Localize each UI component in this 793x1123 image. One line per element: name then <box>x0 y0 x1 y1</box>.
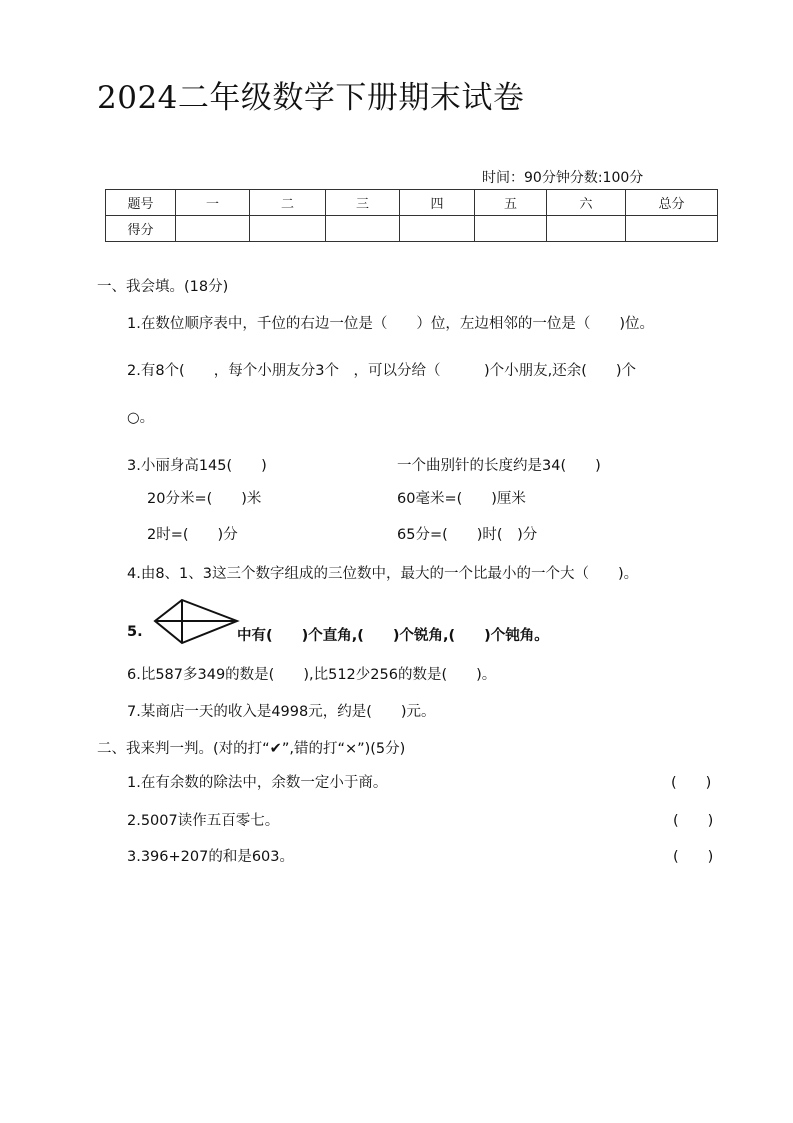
score-header-cell: 一 <box>176 190 250 216</box>
question-1-4: 4.由8、1、3这三个数字组成的三位数中，最大的一个比最小的一个大（ )。 <box>127 566 639 582</box>
judge-answer-2[interactable]: ( ) <box>673 813 714 829</box>
judge-item-3: 3.396+207的和是603。 <box>127 849 295 865</box>
question-1-2-continuation: ○。 <box>127 410 155 426</box>
question-1-5: 中有( )个直角,( )个锐角,( )个钝角。 <box>237 628 549 644</box>
score-header-cell: 二 <box>250 190 326 216</box>
score-cell[interactable] <box>475 216 547 242</box>
judge-item-2: 2.5007读作五百零七。 <box>127 813 280 829</box>
score-header-cell: 三 <box>326 190 400 216</box>
score-cell[interactable] <box>176 216 250 242</box>
judge-answer-1[interactable]: ( ) <box>671 775 712 791</box>
section1-heading: 一、我会填。(18分) <box>97 279 229 295</box>
score-header-cell: 四 <box>400 190 475 216</box>
question-1-5-number: 5. <box>127 624 143 640</box>
score-cell[interactable] <box>547 216 626 242</box>
question-1-6: 6.比587多349的数是( ),比512少256的数是( )。 <box>127 667 497 683</box>
score-header-cell: 六 <box>547 190 626 216</box>
question-1-7: 7.某商店一天的收入是4998元，约是( )元。 <box>127 704 436 720</box>
question-1-3-minutes: 65分=( )时( )分 <box>397 527 538 543</box>
exam-meta: 时间：90分钟分数:100分 <box>482 170 644 186</box>
question-1-3-paperclip: 一个曲别针的长度约是34( ) <box>397 458 601 474</box>
score-cell[interactable] <box>326 216 400 242</box>
page-title: 2024二年级数学下册期末试卷 <box>97 80 525 116</box>
judge-item-1: 1.在有余数的除法中，余数一定小于商。 <box>127 775 388 791</box>
question-1-3-decimeter: 20分米=( )米 <box>147 491 262 507</box>
score-cell[interactable] <box>400 216 475 242</box>
question-1-1: 1.在数位顺序表中，千位的右边一位是（ ）位，左边相邻的一位是（ )位。 <box>127 316 654 332</box>
score-cell[interactable] <box>626 216 718 242</box>
question-1-3-height: 3.小丽身高145( ) <box>127 458 267 474</box>
judge-answer-3[interactable]: ( ) <box>673 849 714 865</box>
score-header-cell: 题号 <box>106 190 176 216</box>
question-1-2: 2.有8个( ，每个小朋友分3个 ，可以分给（ )个小朋友,还余( )个 <box>127 363 637 379</box>
score-row-label: 得分 <box>106 216 176 242</box>
score-header-cell: 总分 <box>626 190 718 216</box>
question-1-3-millimeter: 60毫米=( )厘米 <box>397 491 526 507</box>
kite-shape-icon <box>152 597 240 647</box>
score-table <box>105 189 718 242</box>
score-cell[interactable] <box>250 216 326 242</box>
question-1-3-hours: 2时=( )分 <box>147 527 238 543</box>
score-header-cell: 五 <box>475 190 547 216</box>
score-table-header-row <box>106 190 718 216</box>
section2-heading: 二、我来判一判。(对的打“✔”,错的打“×”)(5分) <box>97 741 406 757</box>
score-table-score-row <box>106 216 718 242</box>
